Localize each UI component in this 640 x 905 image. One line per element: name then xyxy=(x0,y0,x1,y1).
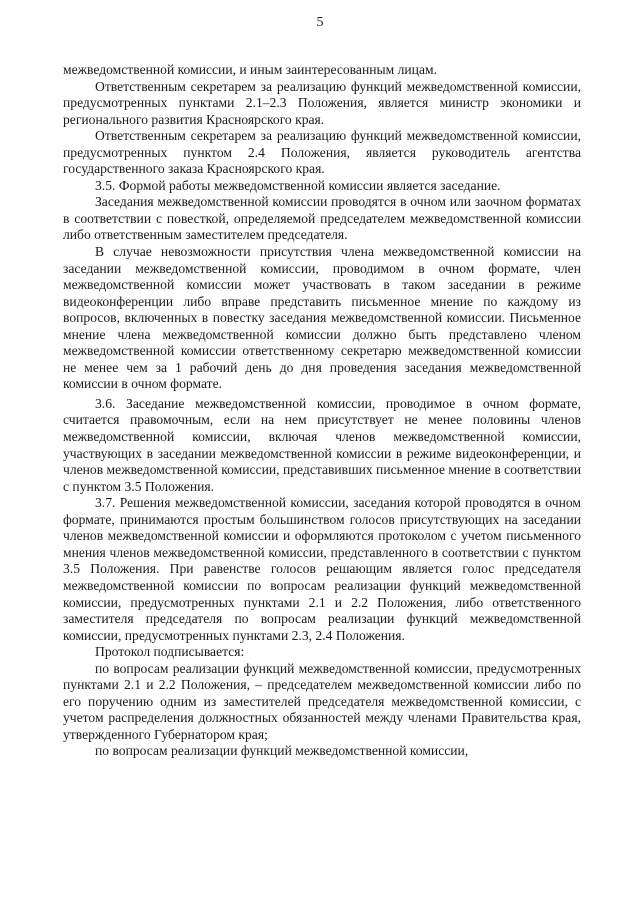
paragraph-continuation: межведомственной комиссии, и иным заинтересованным лицам. xyxy=(63,62,437,77)
paragraph-3-5: 3.5. Формой работы межведомственной комиссии является заседание. xyxy=(95,177,501,193)
paragraph-3-7: 3.7. Решения межведомственной комиссии, заседания которой проводятся в очном формате, принимаются простым большинством голосов присутствующих на заседании членов межведомственной комиссии и оформляются протоколом с учетом письменного мнения членов межведомственной комиссии, представленного в соответствии с пунктом 3.5 Положения. При равенстве голосов решающим является голос председателя межведомственной комиссии по вопросам реализации функций межведомственной комиссии, предусмотренных пунктами 2.1 и 2.2 Положения, либо ответственного заместителя председателя по вопросам реализации функций межведомственной комиссии, предусмотренных пунктами 2.3, 2.4 Положения. xyxy=(63,495,581,643)
paragraph-3-6: 3.6. Заседание межведомственной комиссии, проводимое в очном формате, считается правомочным, если на нем присутствует не менее половины членов межведомственной комиссии, включая членов межведомственной комиссии, участвующих в заседании межведомственной комиссии в режиме видеоконференции, и членов межведомственной комиссии, представивших письменное мнение в соответствии с пунктом 3.5 Положения. xyxy=(63,395,581,494)
paragraph-signing-continued: по вопросам реализации функций межведомственной комиссии, xyxy=(95,743,469,759)
document-body xyxy=(63,62,581,760)
paragraph-absence-of-member: В случае невозможности присутствия члена межведомственной комиссии на заседании межведомственной комиссии, проводимом в очном формате, член межведомственной комиссии может участвовать в таком заседании в режиме видеоконференции либо вправе представить письменное мнение по каждому из вопросов, включенных в повестку заседания межведомственной комиссии. Письменное мнение члена межведомственной комиссии должно быть представлено членом межведомственной комиссии ответственному секретарю межведомственной комиссии не менее чем за 1 рабочий день до дня проведения заседания межведомственной комиссии в очном формате. xyxy=(63,244,581,392)
paragraph-secretary-procurement: Ответственным секретарем за реализацию функций межведомственной комиссии, предусмотренных пунктом 2.4 Положения, является руководитель агентства государственного заказа Красноярского края. xyxy=(63,128,581,177)
paragraph-meeting-formats: Заседания межведомственной комиссии проводятся в очном или заочном форматах в соответствии с повесткой, определяемой председателем межведомственной комиссии либо ответственным заместителем председателя. xyxy=(63,194,581,243)
paragraph-protocol-signed: Протокол подписывается: xyxy=(95,644,245,660)
page-number: 5 xyxy=(316,15,324,30)
paragraph-signing-2-1-2-2: по вопросам реализации функций межведомственной комиссии, предусмотренных пунктами 2.1 и 2.2 Положения, – председателем межведомственной комиссии либо по его поручению одним из заместителей председателя межведомственной комиссии, с учетом распределения должностных обязанностей между членами Правительства края, утвержденного Губернатором края; xyxy=(63,660,581,742)
paragraph-secretary-economy: Ответственным секретарем за реализацию функций межведомственной комиссии, предусмотренных пунктами 2.1–2.3 Положения, является министр экономики и регионального развития Красноярского края. xyxy=(63,78,581,127)
